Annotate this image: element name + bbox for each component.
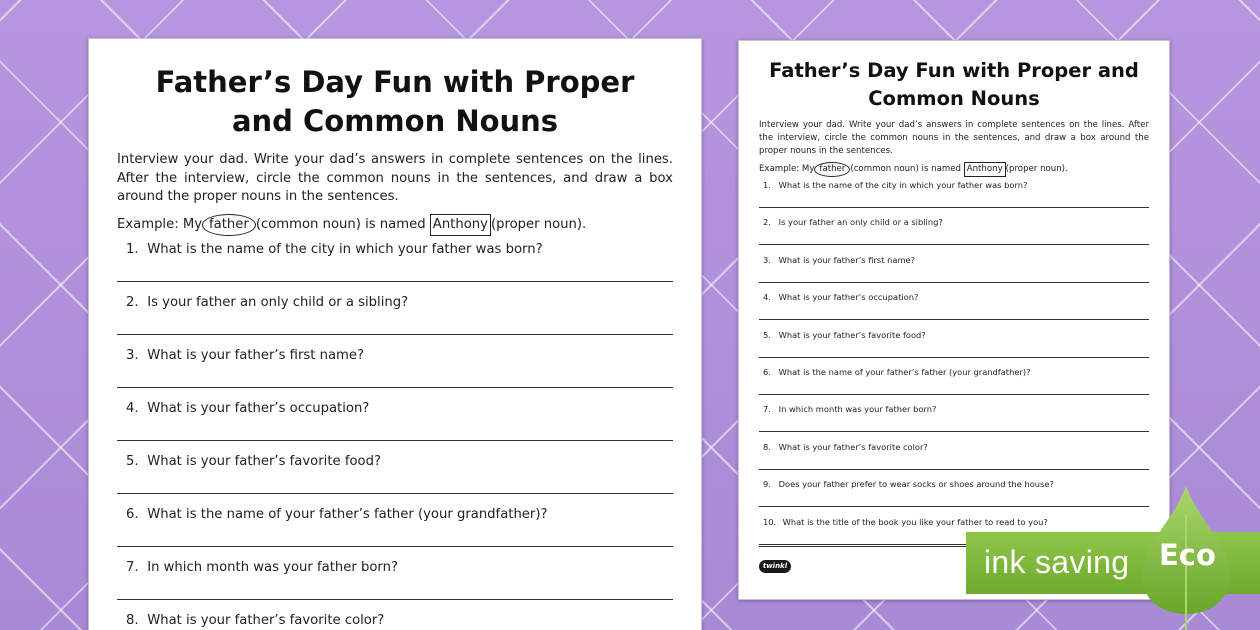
answer-line[interactable] — [117, 281, 673, 282]
question-item — [117, 453, 673, 506]
question-item — [117, 612, 673, 630]
question-number: 1. — [763, 180, 771, 190]
answer-line[interactable] — [759, 394, 1149, 395]
answer-line[interactable] — [759, 282, 1149, 283]
question-text: What is your father’s first name? — [778, 254, 916, 265]
question-list — [759, 179, 1149, 553]
answer-line[interactable] — [759, 469, 1149, 470]
question-text: What is your father’s favorite color? — [778, 441, 928, 452]
question-number: 10. — [763, 516, 777, 527]
question-number: 3. — [126, 347, 139, 363]
question-text: What is your father’s first name? — [147, 347, 365, 363]
answer-line[interactable] — [117, 334, 673, 335]
question-item — [117, 559, 673, 612]
question-text: In which month was your father born? — [147, 559, 398, 575]
example-middle: (common noun) is named — [255, 216, 426, 232]
question-item — [759, 366, 1149, 403]
publisher-logo: twinkl — [759, 560, 791, 573]
instructions: Interview your dad. Write your dad’s answers in complete sentences on the lines. After the interview, circle the common nouns in the sentences, and draw a box around the proper nouns in the sentences. — [759, 120, 1149, 156]
question-item — [759, 216, 1149, 253]
question-number: 5. — [126, 453, 139, 469]
question-text: In which month was your father born? — [778, 404, 937, 415]
answer-line[interactable] — [759, 357, 1149, 358]
answer-line[interactable] — [759, 244, 1149, 245]
answer-line[interactable] — [759, 431, 1149, 432]
question-text: Does your father prefer to wear socks or shoes around the house? — [778, 479, 1054, 490]
circled-common-noun: father — [814, 162, 850, 177]
question-number: 3. — [763, 254, 771, 265]
question-number: 1. — [126, 241, 139, 257]
question-text: Is your father an only child or a sibling? — [778, 217, 943, 228]
answer-line[interactable] — [117, 546, 673, 547]
example-middle: (common noun) is named — [850, 164, 961, 174]
question-list — [117, 241, 673, 630]
question-text: What is the title of the book you like your father to read to you? — [782, 516, 1048, 527]
answer-line[interactable] — [117, 387, 673, 388]
question-number: 2. — [763, 217, 771, 228]
question-text: What is the name of your father’s father (your grandfather)? — [147, 506, 548, 522]
question-item — [117, 294, 673, 347]
question-number: 4. — [763, 292, 771, 303]
example-prefix: Example: My — [117, 216, 203, 232]
question-item — [759, 441, 1149, 478]
question-number: 7. — [126, 559, 139, 575]
answer-line[interactable] — [759, 506, 1149, 507]
question-item — [759, 478, 1149, 515]
question-text: What is the name of the city in which your father was born? — [147, 241, 543, 257]
boxed-proper-noun: Anthony — [964, 162, 1006, 177]
question-item — [759, 403, 1149, 440]
question-item — [117, 347, 673, 400]
question-text: What is your father’s favorite food? — [778, 329, 926, 340]
question-text: Is your father an only child or a sibling? — [147, 294, 409, 310]
example-line — [759, 161, 1149, 177]
question-number: 8. — [763, 441, 771, 452]
question-number: 2. — [126, 294, 139, 310]
example-line — [117, 213, 673, 237]
example-suffix: (proper noun). — [490, 216, 587, 232]
eco-label: Eco — [1159, 538, 1216, 572]
question-number: 6. — [763, 366, 771, 377]
example-suffix: (proper noun). — [1005, 164, 1068, 174]
answer-line[interactable] — [117, 599, 673, 600]
question-number: 6. — [126, 506, 139, 522]
boxed-proper-noun: Anthony — [430, 214, 491, 236]
question-number: 8. — [126, 612, 139, 628]
instructions: Interview your dad. Write your dad’s answers in complete sentences on the lines. After the interview, circle the common nouns in the sentences, and draw a box around the proper nouns in the sentences. — [117, 152, 673, 204]
question-item — [117, 241, 673, 294]
question-number: 7. — [763, 404, 771, 415]
question-item — [759, 291, 1149, 328]
question-item — [759, 254, 1149, 291]
example-prefix: Example: My — [759, 164, 815, 174]
question-number: 4. — [126, 400, 139, 416]
question-text: What is your father’s favorite color? — [147, 612, 385, 628]
question-text: What is your father’s occupation? — [778, 292, 919, 303]
worksheet-title: Father’s Day Fun with Proper and Common Nouns — [155, 65, 635, 138]
worksheet-full — [738, 40, 1170, 600]
question-number: 9. — [763, 479, 771, 490]
question-item — [117, 506, 673, 559]
answer-line[interactable] — [117, 440, 673, 441]
answer-line[interactable] — [117, 493, 673, 494]
worksheet-title: Father’s Day Fun with Proper and Common Nouns — [769, 59, 1139, 110]
question-item — [117, 400, 673, 453]
question-text: What is the name of your father’s father (your grandfather)? — [778, 366, 1031, 377]
worksheet-zoomed — [88, 38, 702, 630]
question-text: What is your father’s favorite food? — [147, 453, 381, 469]
question-item — [759, 179, 1149, 216]
circled-common-noun: father — [202, 214, 256, 236]
ink-saving-label: ink saving — [984, 544, 1130, 580]
question-item — [759, 329, 1149, 366]
answer-line[interactable] — [759, 319, 1149, 320]
answer-line[interactable] — [759, 207, 1149, 208]
question-text: What is the name of the city in which your father was born? — [778, 180, 1028, 190]
question-number: 5. — [763, 329, 771, 340]
question-text: What is your father’s occupation? — [147, 400, 370, 416]
